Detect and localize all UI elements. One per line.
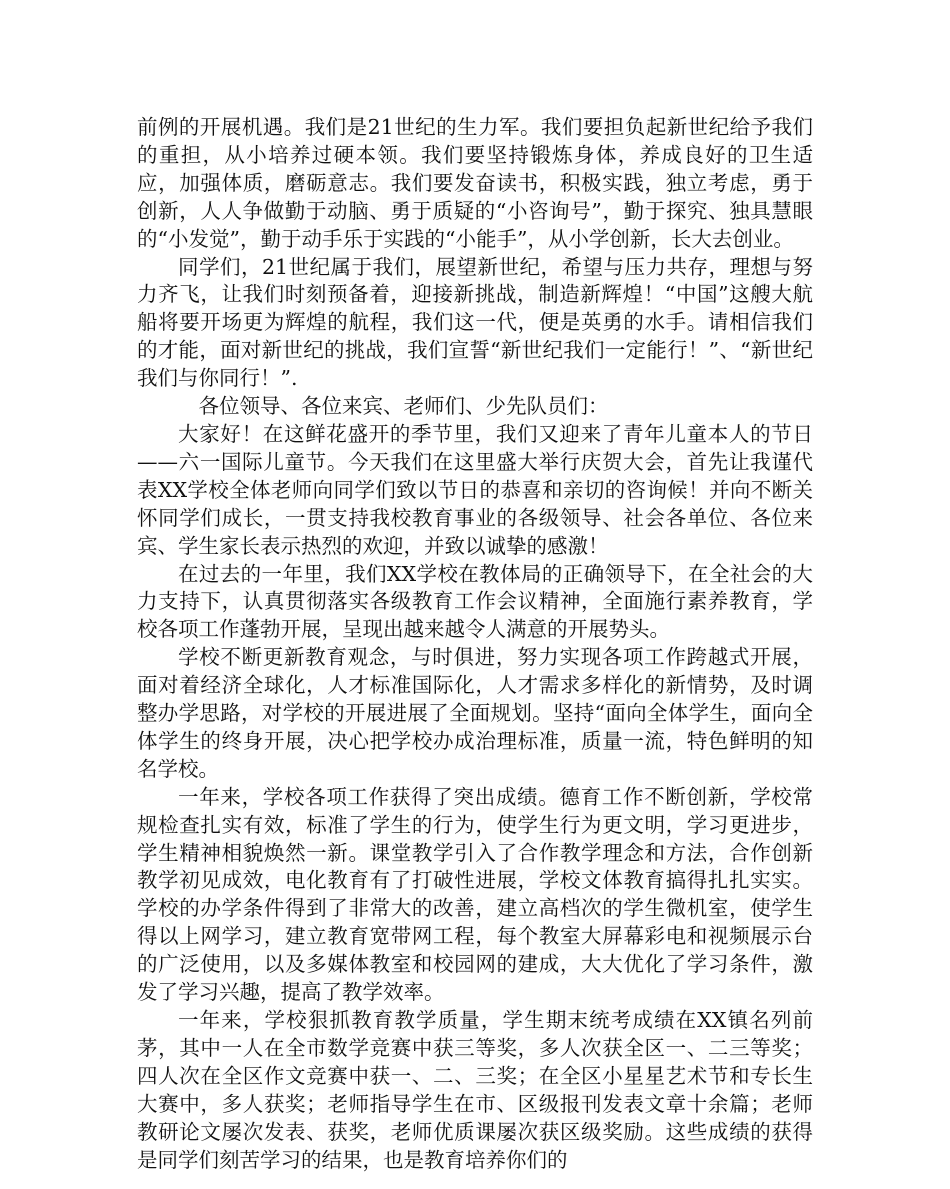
paragraph-7: 一年来，学校狠抓教育教学质量，学生期末统考成绩在XX镇名列前茅，其中一人在全市数学竞赛中获三等奖，多人次获全区一、二三等奖；四人次在全区作文竞赛中获一、二、三奖；在全区小星星艺术节和专长生大赛中，多人获奖；老师指导学生在市、区级报刊发表文章十余篇；老师教研论文屡次发表、获奖，老师优质课屡次获区级奖励。这些成绩的获得是同学们刻苦学习的结果，也是教育培养你们的 — [137, 1008, 813, 1172]
paragraph-5: 学校不断更新教育观念，与时俱进，努力实现各项工作跨越式开展，面对着经济全球化，人才标准国际化，人才需求多样化的新情势，及时调整办学思路，对学校的开展进展了全面规划。坚持“面向全体学生，面向全体学生的终身开展，决心把学校办成治理标准，质量一流，特色鲜明的知名学校。 — [137, 645, 813, 781]
document-page — [137, 114, 813, 1174]
paragraph-1: 前例的开展机遇。我们是21世纪的生力军。我们要担负起新世纪给予我们的重担，从小培养过硬本领。我们要坚持锻炼身体，养成良好的卫生适应，加强体质，磨砺意志。我们要发奋读书，积极实践，独立考虑，勇于创新，人人争做勤于动脑、勇于质疑的“小咨询号”，勤于探究、独具慧眼的“小发觉”，勤于动手乐于实践的“小能手”，从小学创新，长大去创业。 — [137, 115, 813, 251]
paragraph-3: 大家好！在这鲜花盛开的季节里，我们又迎来了青年儿童本人的节日——六一国际儿童节。今天我们在这里盛大举行庆贺大会，首先让我谨代表XX学校全体老师向同学们致以节日的恭喜和亲切的咨询候！并向不断关怀同学们成长，一贯支持我校教育事业的各级领导、社会各单位、各位来宾、学生家长表示热烈的欢迎，并致以诚挚的感激！ — [137, 421, 813, 558]
salutation: 各位领导、各位来宾、老师们、少先队员们： — [198, 394, 609, 419]
paragraph-6: 一年来，学校各项工作获得了突出成绩。德育工作不断创新，学校常规检查扎实有效，标准了学生的行为，使学生行为更文明，学习更进步，学生精神相貌焕然一新。课堂教学引入了合作教学理念和方法，合作创新教学初见成效，电化教育有了打破性进展，学校文体教育搞得扎扎实实。学校的办学条件得到了非常大的改善，建立高档次的学生微机室，使学生得以上网学习，建立教育宽带网工程，每个教室大屏幕彩电和视频展示台的广泛使用，以及多媒体教室和校园网的建成，大大优化了学习条件，激发了学习兴趣，提高了教学效率。 — [137, 784, 813, 1005]
paragraph-4: 在过去的一年里，我们XX学校在教体局的正确领导下，在全社会的大力支持下，认真贯彻落实各级教育工作会议精神，全面施行素养教育，学校各项工作蓬勃开展，呈现出越来越令人满意的开展势头。 — [137, 561, 813, 642]
paragraph-2: 同学们，21世纪属于我们，展望新世纪，希望与压力共存，理想与努力齐飞，让我们时刻预备着，迎接新挑战，制造新辉煌！“中国”这艘大航船将要开场更为辉煌的航程，我们这一代，便是英勇的水手。请相信我们的才能，面对新世纪的挑战，我们宣誓“新世纪我们一定能行！”、“新世纪我们与你同行！”. — [137, 254, 813, 391]
